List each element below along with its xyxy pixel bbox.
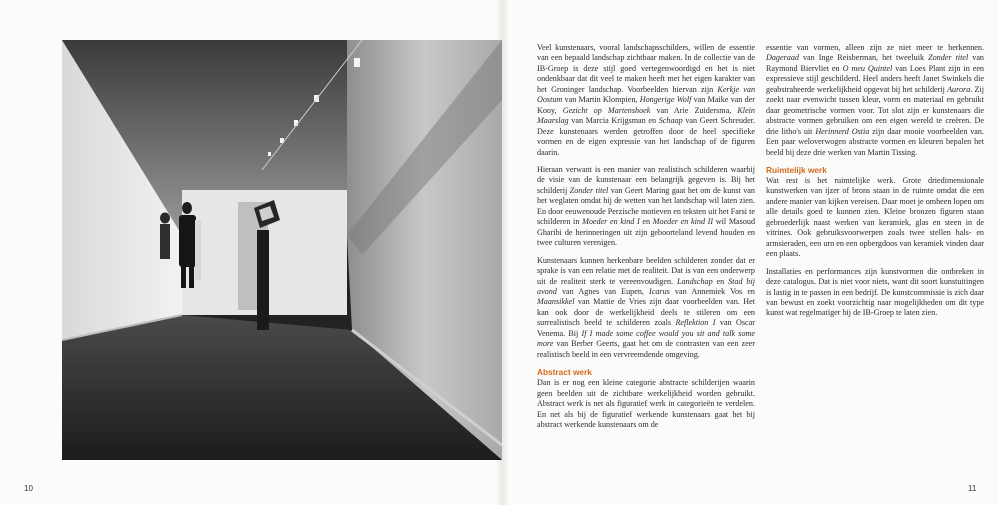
text-run: van Arie Zuidersma, [650,105,738,115]
text-run: van Martin Klompien, [562,95,640,105]
artwork-title: Aurora [947,84,971,94]
artwork-title: Zonder titel [928,53,969,63]
page-number-left: 10 [24,484,33,493]
text-run: Kunstenaars kunnen herkenbare beelden schilderen zonder dat er sprake is van een relatie met de realiteit. Dat is van een onderwerp uit de realiteit sterk te vereenvoudigen. [537,255,755,286]
artwork-title: Gezicht op Martenshoek [562,105,651,115]
heading-ruimtelijk-werk: Ruimtelijk werk [766,164,827,175]
text-column-left [537,43,755,437]
text-run: van Inge Reisberman, het tweeluik [798,53,929,63]
text-run: Dan is er nog een kleine categorie abstracte schilderijen waarin geen beelden uit de zichtbare werkelijkheid worden gebruikt. Abstract werk is net als figuratief werk in categorieën te verdelen. En net als bij de figuratief werkende kunstenaars gaat het bij abstract werkende kunstenaars om de [537,378,755,429]
text-run: en [639,217,653,227]
artwork-title: Hongerige Wolf [639,95,692,105]
paragraph-abstract-vervolg [766,43,984,158]
text-run: van Geert Maring gaat het om de kunst van het weglaten omdat hij de wetten van het landschap wil laten zien. En door eeuwenoude Perzische motieven en teksten uit het Farsi te schilderen in [537,185,755,227]
text-run: van Berber Geerts, gaat het om de contrasten van een zeer realistisch beeld in een vervreemdende omgeving. [537,339,755,359]
text-run: van Maike van der Kooy, [537,95,755,115]
text-run: van Oscar Venema. Bij [537,318,755,338]
text-run: van Annemiek Vos en [669,286,755,296]
text-run: van Mattie de Vries zijn daar voorbeelden van. Het kan ook door de werkelijkheid deels te stileren om een surrealistisch beeld te schilderen zoals [537,297,755,328]
artwork-title: Reflektion I [675,318,716,328]
text-run: essentie van vormen, alleen zijn ze niet meer te herkennen. [766,43,984,52]
text-run: en [712,276,729,286]
artwork-title: Maansikkel [537,297,575,307]
text-run: zijn daar mooie voorbeelden van. Een paar weloverwogen abstracte vormen en kleuren bepalen het beeld bij deze drie werken van Martin Tissing. [766,126,984,157]
artwork-title: Zonder titel [569,185,609,195]
text-run: van Raymond Biervliet en [766,53,984,73]
artwork-title: O meu Quintel [842,63,893,73]
text-run: Wat rest is het ruimtelijke werk. Grote driedimensionale kunstwerken van ijzer of brons staan in de ruimte omdat die een andere manier van kijken vereisen. Daar moet je omheen lopen om alle details goed te kunnen zien. Kleine bronzen figuren staan gebroederlijk naast werken van keramiek, glas en steen in de vitrines. Ook gebruiksvoorwerpen zoals twee stellen hals- en armsieraden, een urn en een opbergdoos van keramiek vinden daar een plaats. [766,175,984,259]
paragraph-ruimtelijk [766,176,984,260]
artwork-title: Moeder en kind II [652,217,714,227]
text-run: Veel kunstenaars, vooral landschapsschilders, willen de essentie van een bepaald landschap zichtbaar maken. In de collectie van de IB-Groep is deze stijl goed vertegenwoordigd en het is niet ondenkbaar dat dit veel te maken heeft met het eigen karakter van het Groninger landschap. Voorbeelden hiervan zijn [537,43,755,94]
artwork-title: Dageraad [766,53,799,63]
paragraph-herkenbare-beelden [537,256,755,361]
text-run: Installaties en performances zijn kunstvormen die ontbreken in deze catalogus. Dat is niet voor niets, want dit soort kunstuitingen is lastig in te passen in een bedrijf. De kunstcommissie is zich daar van bewust en zoekt voorzichtig naar mogelijkheden om dit type kunst wat regelmatiger bij de IB-Groep te laten zien. [766,266,984,318]
artwork-title: Kerkje van Oostum [537,84,756,105]
artwork-title: Herinnerd Ostia [815,126,870,136]
paragraph-installaties [766,267,984,319]
text-run: van Marcia Krijgsman en [568,116,659,126]
gallery-photo [62,40,502,460]
paragraph-landschap [537,43,755,158]
text-run: . Zij zoekt naar evenwicht tussen kleur, vorm en materiaal en gebruikt daar geometrische vormen voor. Tot slot zijn er kunstenaars die abstracte vormen gebruiken om een eigen wereld te creëren. De drie litho's uit [766,84,984,136]
paragraph-realisme [537,165,755,249]
heading-abstract-werk: Abstract werk [537,367,592,378]
artwork-title: If I made some coffee would you sit and talk some more [537,328,755,349]
artwork-title: Stad bij avond [537,276,756,296]
artwork-title: Schaap [658,116,683,126]
text-column-right [766,43,984,326]
page-number-right: 11 [968,484,977,493]
artwork-title: Icarus [649,286,670,296]
text-run: van Loes Plant zijn in een expressieve stijl geschilderd. Heel anders heeft Janet Swinkels die geabstraheerde werkelijkheid opgevat bij het schilderij [766,63,984,94]
text-run: van Geert Schreuder. Deze kunstenaars werden getroffen door de heel specifieke vormen en de eigen expressie van het landschap of de figuren daarin. [537,116,755,157]
artwork-title: Moeder en kind I [582,217,640,227]
artwork-title: Landschap [676,276,713,286]
paragraph-abstract [537,378,755,430]
artwork-title: Klein Maarslag [537,105,755,126]
text-run: van Agnes van Eupen, [556,286,650,296]
text-run: Hieraan verwant is een manier van realistisch schilderen waarbij de visie van de kunstenaar een belangrijk gegeven is. Bij het schilderij [537,164,755,195]
text-run: wil Masoud Gharibi de herinneringen uit zijn geboorteland levend houden en twee culturen verenigen. [537,217,755,248]
